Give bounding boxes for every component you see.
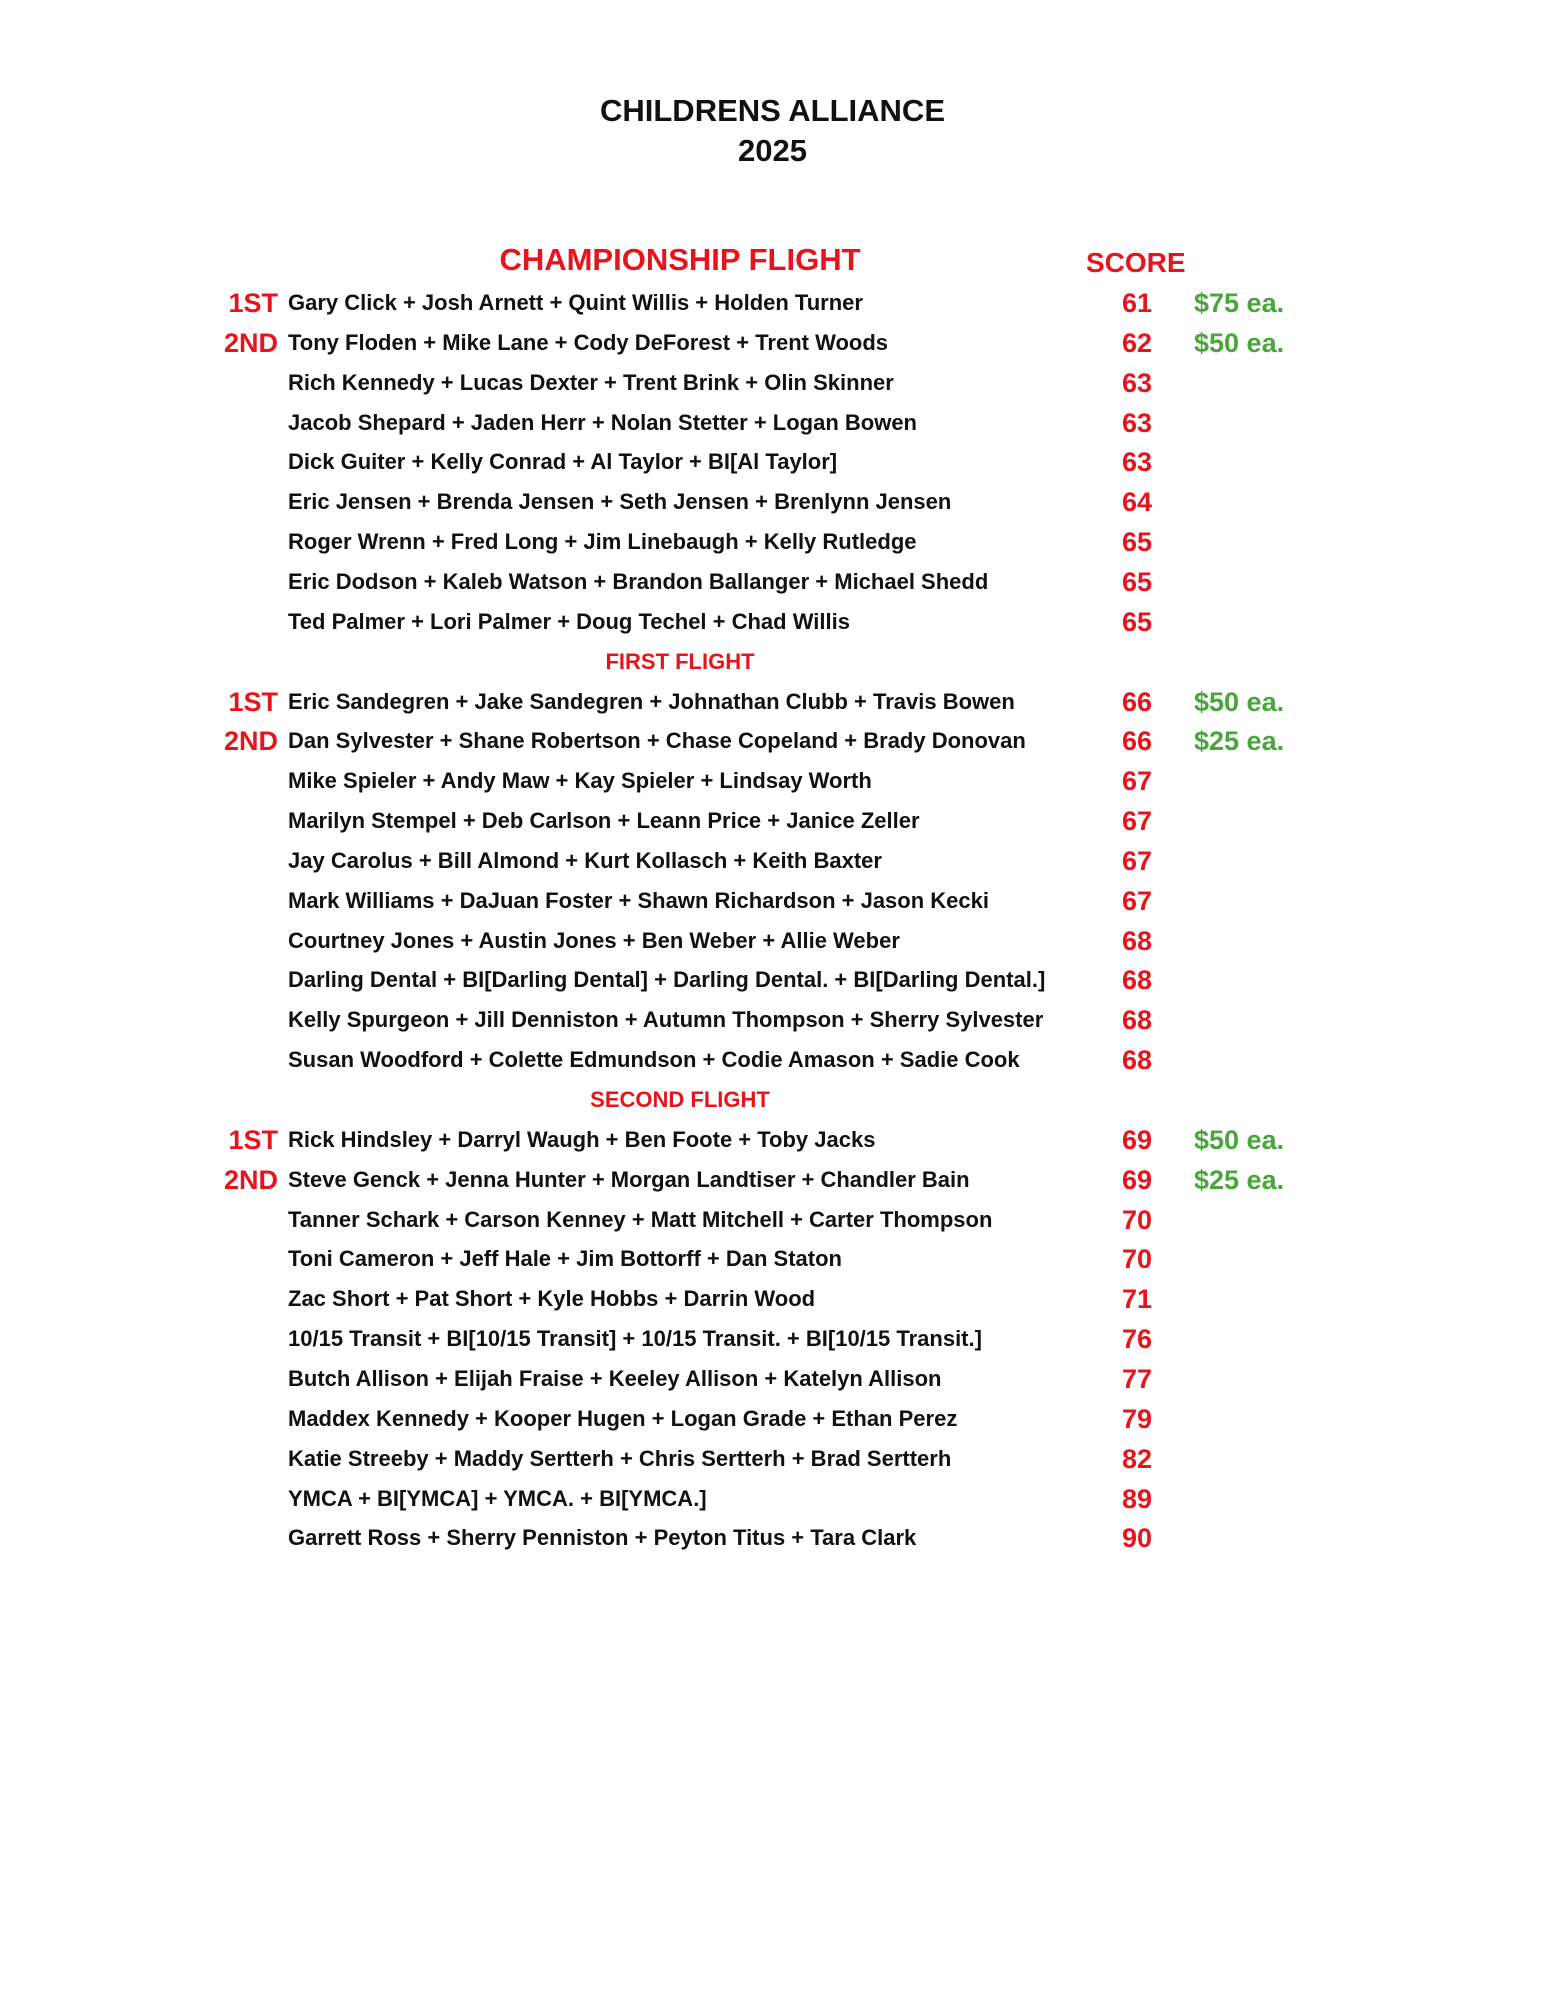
team-score: 69 [1121,1124,1153,1155]
team-score: 68 [1121,965,1153,996]
place-label: 2ND [223,327,278,358]
prize-amount: $50 ea. [1194,686,1285,717]
result-row [0,602,1545,642]
team-score: 63 [1121,367,1153,398]
flight-heading-championship: CHAMPIONSHIP FLIGHT [499,242,861,277]
team-names: Mark Williams + DaJuan Foster + Shawn Richardson + Jason Kecki [288,887,989,913]
team-score: 77 [1121,1363,1153,1394]
result-row [0,562,1545,602]
result-row [0,1040,1545,1080]
team-names: Courtney Jones + Austin Jones + Ben Weber + Allie Weber [288,927,900,953]
result-row [0,403,1545,443]
team-score: 68 [1121,925,1153,956]
result-row [0,1120,1545,1160]
prize-amount: $50 ea. [1194,1124,1285,1155]
team-score: 68 [1121,1045,1153,1076]
result-row [0,442,1545,482]
team-names: Dick Guiter + Kelly Conrad + Al Taylor + BI[Al Taylor] [288,449,838,475]
team-names: Katie Streeby + Maddy Sertterh + Chris Sertterh + Brad Sertterh [288,1445,952,1471]
result-row [0,283,1545,323]
team-names: Rich Kennedy + Lucas Dexter + Trent Brink + Olin Skinner [288,369,894,395]
team-names: Rick Hindsley + Darryl Waugh + Ben Foote + Toby Jacks [288,1126,876,1152]
prize-amount: $75 ea. [1194,288,1285,318]
team-names: Kelly Spurgeon + Jill Denniston + Autumn Thompson + Sherry Sylvester [288,1007,1044,1033]
place-label: 1ST [228,1124,278,1155]
place-label: 1ST [228,686,278,717]
result-row [0,921,1545,961]
team-score: 65 [1121,566,1153,597]
team-score: 69 [1121,1164,1153,1195]
team-names: Eric Sandegren + Jake Sandegren + Johnathan Clubb + Travis Bowen [288,688,1015,714]
team-score: 62 [1121,327,1153,358]
team-names: Butch Allison + Elijah Fraise + Keeley Allison + Katelyn Allison [288,1365,942,1391]
team-names: Gary Click + Josh Arnett + Quint Willis + Holden Turner [288,290,863,315]
result-row [0,682,1545,722]
team-names: Toni Cameron + Jeff Hale + Jim Bottorff + Dan Staton [288,1246,842,1272]
team-names: Marilyn Stempel + Deb Carlson + Leann Price + Janice Zeller [288,808,920,834]
team-names: YMCA + BI[YMCA] + YMCA. + BI[YMCA.] [288,1485,707,1511]
result-row [0,482,1545,522]
flight-heading-first-flight: FIRST FLIGHT [605,648,755,674]
team-names: Roger Wrenn + Fred Long + Jim Linebaugh + Kelly Rutledge [288,529,917,555]
team-score: 67 [1121,885,1153,916]
team-names: Jay Carolus + Bill Almond + Kurt Kollasch + Keith Baxter [288,847,882,873]
team-score: 66 [1121,686,1153,717]
result-row [0,1200,1545,1240]
result-row [0,1279,1545,1319]
result-row [0,801,1545,841]
place-label: 2ND [223,726,278,757]
team-names: 10/15 Transit + BI[10/15 Transit] + 10/15 Transit. + BI[10/15 Transit.] [288,1326,982,1352]
prize-amount: $25 ea. [1194,1164,1285,1195]
team-score: 67 [1121,845,1153,876]
team-names: Ted Palmer + Lori Palmer + Doug Techel + Chad Willis [288,608,850,634]
team-score: 68 [1121,1005,1153,1036]
result-row [0,1239,1545,1279]
team-score: 76 [1121,1324,1153,1355]
team-score: 71 [1121,1284,1153,1315]
team-names: Darling Dental + BI[Darling Dental] + Darling Dental. + BI[Darling Dental.] [288,967,1046,993]
result-row [0,363,1545,403]
result-row [0,1518,1545,1558]
team-score: 65 [1121,527,1153,558]
team-names: Zac Short + Pat Short + Kyle Hobbs + Darrin Wood [288,1286,816,1312]
score-column-header: SCORE [1086,247,1186,278]
team-score: 63 [1121,407,1153,438]
result-row [0,1160,1545,1200]
prize-amount: $25 ea. [1194,726,1285,757]
team-score: 66 [1121,726,1153,757]
place-label: 1ST [228,288,278,318]
team-names: Steve Genck + Jenna Hunter + Morgan Landtiser + Chandler Bain [288,1166,970,1192]
team-names: Maddex Kennedy + Kooper Hugen + Logan Grade + Ethan Perez [288,1405,958,1431]
team-score: 70 [1121,1244,1153,1275]
team-names: Mike Spieler + Andy Maw + Kay Spieler + Lindsay Worth [288,768,872,794]
result-row [0,841,1545,881]
result-row [0,522,1545,562]
team-score: 70 [1121,1204,1153,1235]
place-label: 2ND [223,1164,278,1195]
team-names: Jacob Shepard + Jaden Herr + Nolan Stetter + Logan Bowen [288,409,917,435]
team-names: Tanner Schark + Carson Kenney + Matt Mitchell + Carter Thompson [288,1206,993,1232]
team-score: 65 [1121,606,1153,637]
team-score: 61 [1121,288,1153,318]
result-row [0,721,1545,761]
result-row [0,323,1545,363]
result-row [0,1399,1545,1439]
team-score: 89 [1121,1483,1153,1514]
team-names: Dan Sylvester + Shane Robertson + Chase Copeland + Brady Donovan [288,728,1026,754]
result-row [0,1319,1545,1359]
team-score: 67 [1121,766,1153,797]
result-row [0,1359,1545,1399]
prize-amount: $50 ea. [1194,327,1285,358]
team-score: 79 [1121,1403,1153,1434]
result-row [0,960,1545,1000]
team-score: 82 [1121,1443,1153,1474]
team-names: Eric Dodson + Kaleb Watson + Brandon Ballanger + Michael Shedd [288,568,989,594]
team-names: Susan Woodford + Colette Edmundson + Codie Amason + Sadie Cook [288,1047,1020,1073]
document-year: 2025 [738,133,807,168]
document-title: CHILDRENS ALLIANCE [599,93,945,128]
result-row [0,1439,1545,1479]
team-score: 90 [1121,1523,1153,1554]
result-row [0,1000,1545,1040]
team-score: 64 [1121,487,1153,518]
result-row [0,761,1545,801]
team-score: 63 [1121,447,1153,478]
team-names: Garrett Ross + Sherry Penniston + Peyton Titus + Tara Clark [288,1525,917,1551]
result-row [0,1479,1545,1519]
team-names: Eric Jensen + Brenda Jensen + Seth Jensen + Brenlynn Jensen [288,489,952,515]
flight-heading-second-flight: SECOND FLIGHT [590,1087,770,1112]
result-row [0,881,1545,921]
team-names: Tony Floden + Mike Lane + Cody DeForest + Trent Woods [288,329,889,355]
team-score: 67 [1121,806,1153,837]
